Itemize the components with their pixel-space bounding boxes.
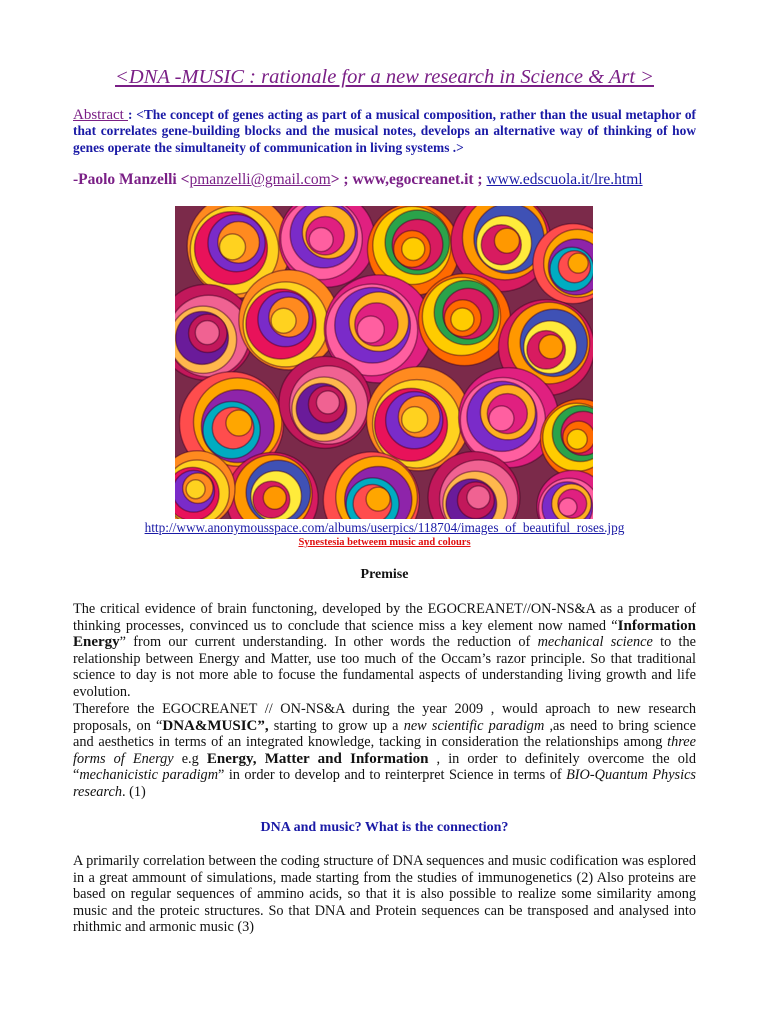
p1-text-a: The critical evidence of brain functoning, developed by the EGOCREANET//ON-NS&A as a producer of thinking processes, convinced us to conclude that science miss a key element now named “ bbox=[73, 601, 696, 634]
author-line bbox=[73, 171, 696, 189]
p1-text-e: to the relationship between Energy and Matter, use too much of the Occam’s razor principle. So that traditional science to day is not more able to focuse the fundamental aspects of understanding living growth and life evolution. bbox=[73, 634, 696, 700]
p2-text-c: starting to grow up a bbox=[268, 717, 404, 734]
document-title: <DNA -MUSIC : rationale for a new research in Science & Art > bbox=[115, 66, 654, 88]
energy-matter-information-term: Energy, Matter and Information bbox=[206, 750, 429, 767]
premise-paragraph-1 bbox=[73, 601, 696, 701]
p2-text-k: ” in order to develop and to reinterpret Science in terms of bbox=[218, 767, 567, 784]
p2-text-g: e.g bbox=[173, 750, 207, 767]
rose-flower bbox=[239, 270, 339, 370]
author-name: -Paolo Manzelli < bbox=[73, 171, 190, 188]
rose-flower bbox=[537, 470, 593, 519]
roses-photo-icon bbox=[175, 206, 593, 519]
author-email-link[interactable]: pmanzelli@gmail.com bbox=[189, 171, 331, 188]
information-energy-term: Information Energy bbox=[73, 617, 696, 651]
premise-heading: Premise bbox=[360, 567, 409, 582]
rose-flower bbox=[279, 356, 371, 448]
dna-music-term: DNA&MUSIC”, bbox=[162, 717, 269, 734]
abstract-label: Abstract bbox=[73, 107, 128, 123]
rose-flower bbox=[418, 274, 510, 366]
edscuola-link[interactable]: www.edscuola.it/lre.html bbox=[486, 171, 643, 188]
dna-music-paragraph: A primarily correlation between the coding structure of DNA sequences and music codification was esplored in a great ammount of simulations, made starting from the studies of immunogenetics (2) Also proteins are based on regular sequences of ammino acids, so that it is also possible to realize some similarity among music and the proteic structures. So that DNA and Protein sequences can be transposed and analysed into rhithmic and armonic music (3) bbox=[73, 853, 696, 936]
p2-text-i: , in order to definitely overcome the old “ bbox=[73, 750, 696, 784]
new-paradigm-term: new scientific paradigm bbox=[403, 717, 545, 734]
three-forms-term: three forms of Energy bbox=[73, 734, 696, 767]
abstract-paragraph bbox=[73, 107, 696, 156]
mechanical-science-term: mechanical science bbox=[537, 634, 653, 651]
author-sites: > ; www,egocreanet.it ; bbox=[330, 171, 487, 188]
bio-quantum-term: BIO-Quantum Physics research bbox=[73, 767, 696, 800]
abstract-text: : <The concept of genes acting as part of a musical composition, rather than the usual metaphor of that correlates gene-building blocks and the musical notes, develops an alternative way of thinking of how genes operate the simultaneity of communication in living systems .> bbox=[73, 107, 696, 155]
dna-music-heading: DNA and music? What is the connection? bbox=[260, 820, 509, 835]
mechanicistic-paradigm-term: mechanicistic paradigm bbox=[79, 767, 219, 784]
image-source-link[interactable]: http://www.anonymousspace.com/albums/userpics/118704/images_of_beautiful_roses.jpg bbox=[144, 520, 625, 535]
premise-paragraph-2 bbox=[73, 701, 696, 801]
p2-text-e: ,as need to bring science and aesthetics in terms of an integrated knowledge, tacking in consideration the relationships among bbox=[73, 717, 696, 751]
p1-text-c: ” from our current understanding. In other words the reduction of bbox=[119, 634, 538, 651]
p2-text-a: Therefore the EGOCREANET // ON-NS&A during the year 2009 , would aproach to new research proposals, on “ bbox=[73, 701, 696, 734]
image-caption: Synestesia betweem music and colours bbox=[298, 537, 471, 548]
p2-text-m: . (1) bbox=[121, 783, 146, 800]
